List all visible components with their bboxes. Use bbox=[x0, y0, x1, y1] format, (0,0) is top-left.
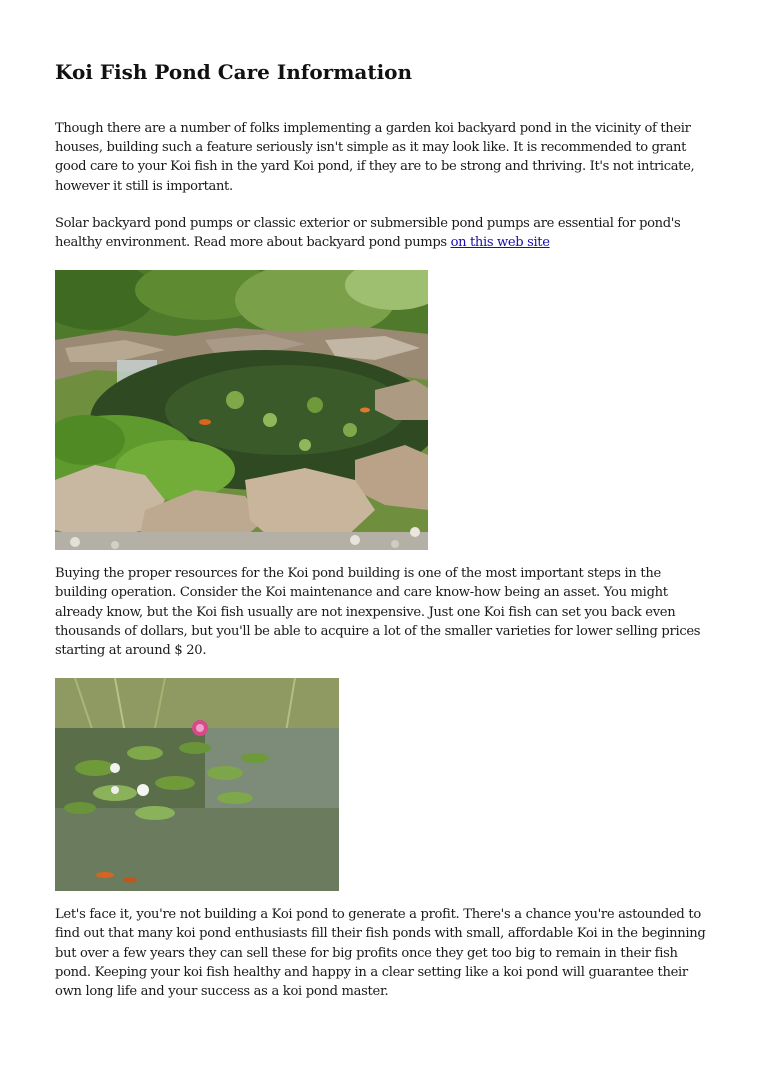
intro-paragraph: Though there are a number of folks implementing a garden koi backyard pond in the vicinity of their houses, building such a feature seriously isn't simple as it may look like. It is recommended to grant good care to your Koi fish in the yard Koi pond, if they are to be strong and thriving. It's not intricate, however it still is important. bbox=[55, 121, 695, 194]
page-title: Koi Fish Pond Care Information bbox=[55, 60, 413, 84]
pumps-paragraph-text: Solar backyard pond pumps or classic exterior or submersible pond pumps are essential for pond's healthy environment. Read more about backyard pond pumps bbox=[55, 215, 681, 251]
water-lily-pond-photo bbox=[55, 678, 339, 891]
pumps-paragraph bbox=[55, 214, 715, 252]
resources-paragraph: Buying the proper resources for the Koi pond building is one of the most important steps in the building operation. Consider the Koi maintenance and care know-how being an asset. You might already know, but the Koi fish usually are not inexpensive. Just one Koi fish can set you back even thousands of dollars, but you'll be able to acquire a lot of the smaller varieties for lower selling prices starting at around $ 20. bbox=[55, 566, 701, 659]
garden-pond-photo bbox=[55, 270, 428, 550]
document-page bbox=[55, 58, 715, 1019]
web-site-link[interactable]: on this web site bbox=[450, 235, 550, 251]
profit-paragraph: Let's face it, you're not building a Koi pond to generate a profit. There's a chance you're astounded to find out that many koi pond enthusiasts fill their fish ponds with small, affordable Koi in the beginning but over a few years they can sell these for big profits once they get too big to remain in their fish pond. Keeping your koi fish healthy and happy in a clear setting like a koi pond will guarantee their own long life and your success as a koi pond master. bbox=[55, 907, 706, 1000]
